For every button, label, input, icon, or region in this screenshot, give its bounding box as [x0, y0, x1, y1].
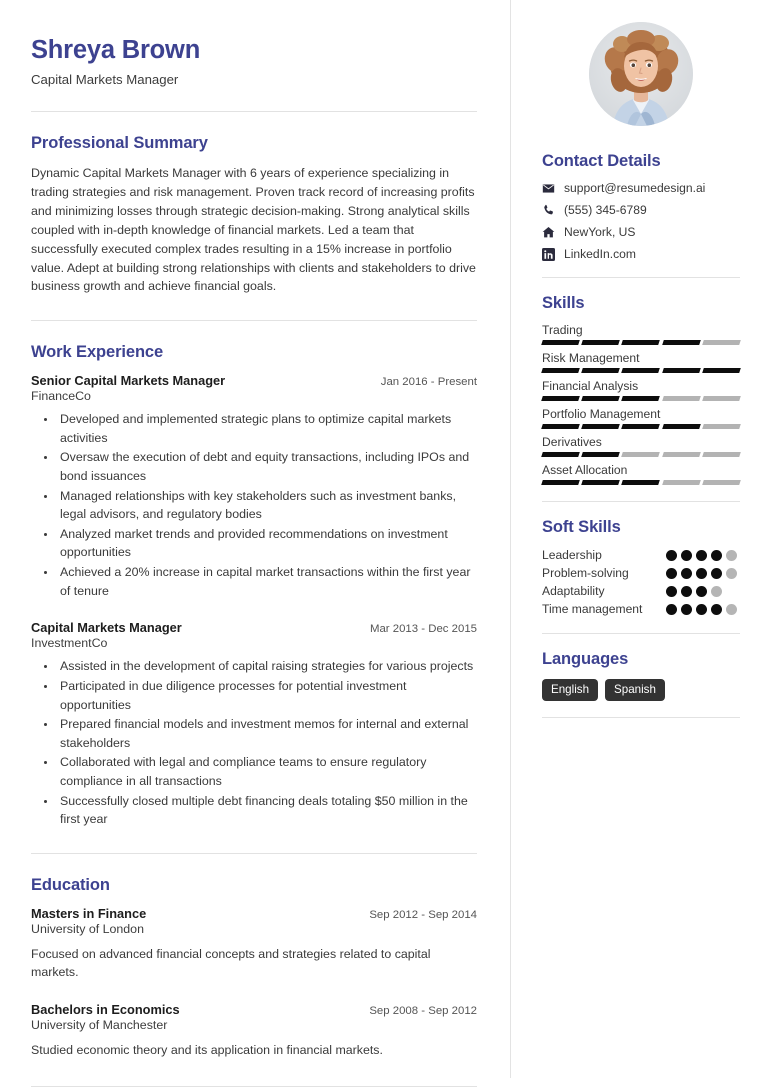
education-degree: Masters in Finance: [31, 905, 147, 921]
rating-dot: [711, 568, 722, 579]
languages-list: [542, 679, 740, 701]
skill-item: [542, 435, 740, 457]
skill-level-bar: [542, 452, 740, 457]
skill-bar-segment: [622, 480, 661, 485]
skill-item: [542, 463, 740, 485]
soft-skill-row: [542, 565, 740, 581]
rating-dot: [666, 604, 677, 615]
skill-bar-segment: [662, 340, 701, 345]
rating-dot: [696, 568, 707, 579]
contact-value: support@resumedesign.ai: [564, 181, 706, 195]
linkedin-icon: [542, 248, 559, 261]
soft-skill-name: Time management: [542, 602, 643, 617]
work-entry-role: Capital Markets Manager: [31, 620, 182, 636]
section-title-soft-skills: Soft Skills: [542, 518, 621, 536]
skills-divider: [542, 501, 740, 502]
education-entry-header: [31, 1002, 477, 1017]
skill-bar-segment: [702, 452, 741, 457]
entry-spacer: [31, 986, 477, 1002]
education-divider: [31, 1086, 477, 1087]
work-divider: [31, 853, 477, 854]
skill-bar-segment: [622, 452, 661, 457]
skill-bar-segment: [662, 480, 701, 485]
work-bullet-item: • Managed relationships with key stakeholders such as investment banks, legal advisors, and regulatory bodies: [57, 487, 477, 524]
skill-level-bar: [542, 368, 740, 373]
work-bullet-item: • Developed and implemented strategic plans to optimize capital markets activities: [57, 410, 477, 447]
skill-item: [542, 323, 740, 345]
contact-row[interactable]: [542, 225, 740, 239]
education-date: Sep 2008 - Sep 2012: [369, 1005, 477, 1018]
section-title-work: Work Experience: [31, 343, 164, 362]
rating-dot: [666, 550, 677, 561]
education-school: University of London: [31, 921, 144, 936]
rating-dot: [726, 604, 737, 615]
section-title-languages: Languages: [542, 650, 629, 669]
rating-dot: [666, 568, 677, 579]
skill-bar-segment: [581, 452, 620, 457]
rating-dot: [696, 604, 707, 615]
work-bullet-item: • Collaborated with legal and compliance teams to ensure regulatory compliance in all transactions: [57, 753, 477, 790]
skill-bar-segment: [581, 424, 620, 429]
work-entry-role: Senior Capital Markets Manager: [31, 373, 226, 389]
soft-skill-row: [542, 601, 740, 617]
section-soft-skills: [542, 518, 740, 617]
candidate-name: Shreya Brown: [31, 36, 201, 64]
contact-row[interactable]: [542, 247, 740, 261]
section-professional-summary: [31, 134, 477, 296]
header-block: [31, 36, 477, 87]
rating-dot: [726, 568, 737, 579]
work-entry-date: Mar 2013 - Dec 2015: [369, 623, 477, 636]
education-entry: [31, 906, 477, 982]
skill-bar-segment: [662, 452, 701, 457]
skill-bar-segment: [702, 396, 741, 401]
avatar: [589, 22, 693, 126]
skill-name: Asset Allocation: [542, 463, 628, 477]
home-icon: [542, 226, 559, 239]
soft-skill-name: Problem-solving: [542, 566, 629, 581]
section-title-education: Education: [31, 875, 110, 894]
work-bullet-item: • Assisted in the development of capital raising strategies for various projects: [57, 657, 477, 676]
soft-skills-list: [542, 547, 740, 617]
candidate-job-title: Capital Markets Manager: [31, 72, 179, 88]
contact-divider: [542, 277, 740, 278]
work-experience-entry: [31, 373, 477, 600]
education-date: Sep 2012 - Sep 2014: [369, 908, 477, 921]
rating-dot: [726, 550, 737, 561]
skill-bar-segment: [702, 368, 741, 373]
skill-name: Financial Analysis: [542, 379, 639, 393]
soft-skill-rating-dots: [666, 565, 740, 579]
skill-bar-segment: [541, 368, 580, 373]
phone-icon: [542, 204, 559, 217]
work-entry-company: InvestmentCo: [31, 636, 108, 651]
rating-dot: [666, 586, 677, 597]
language-chip: Spanish: [605, 679, 665, 701]
soft-skill-row: [542, 547, 740, 563]
skill-bar-segment: [622, 340, 661, 345]
languages-divider: [542, 717, 740, 718]
education-description: Focused on advanced financial concepts and strategies related to capital markets.: [31, 946, 431, 980]
work-entry-company: FinanceCo: [31, 389, 91, 404]
skill-bar-segment: [541, 424, 580, 429]
skills-list: [542, 323, 740, 485]
skill-bar-segment: [541, 340, 580, 345]
education-degree: Bachelors in Economics: [31, 1002, 180, 1018]
language-chip: English: [542, 679, 598, 701]
sidebar-column: [510, 0, 768, 1078]
soft-skill-rating-dots: [666, 601, 740, 615]
skill-bar-segment: [581, 340, 620, 345]
skill-bar-segment: [622, 424, 661, 429]
rating-dot: [681, 568, 692, 579]
soft-skill-rating-dots: [666, 583, 740, 597]
skill-bar-segment: [541, 396, 580, 401]
skill-level-bar: [542, 480, 740, 485]
education-entry-header: [31, 906, 477, 921]
rating-dot: [681, 604, 692, 615]
skill-bar-segment: [662, 396, 701, 401]
section-work-experience: [31, 343, 477, 829]
skill-bar-segment: [662, 368, 701, 373]
rating-dot: [711, 550, 722, 561]
skill-name: Derivatives: [542, 435, 602, 449]
contact-list: [542, 181, 740, 261]
column-divider: [510, 0, 511, 1078]
skill-bar-segment: [581, 368, 620, 373]
portrait-photo: [589, 22, 693, 126]
skill-level-bar: [542, 424, 740, 429]
skill-bar-segment: [622, 396, 661, 401]
soft-skill-row: [542, 583, 740, 599]
section-title-contact: Contact Details: [542, 152, 661, 170]
soft-skill-name: Adaptability: [542, 584, 605, 599]
skill-level-bar: [542, 340, 740, 345]
avatar-wrapper: [542, 22, 740, 126]
rating-dot: [696, 586, 707, 597]
soft-skill-name: Leadership: [542, 548, 602, 562]
skill-name: Portfolio Management: [542, 407, 661, 421]
education-entry: [31, 1002, 477, 1060]
contact-row[interactable]: [542, 203, 740, 217]
section-contact-details: [542, 152, 740, 261]
section-title-summary: Professional Summary: [31, 134, 208, 153]
work-bullet-item: • Participated in due diligence processes for potential investment opportunities: [57, 677, 477, 714]
summary-text: Dynamic Capital Markets Manager with 6 years of experience specializing in trading strategies and risk management. Proven track record of increasing profits and minimizing losses through strategic decision-making. Strong analytical skills coupled with in-depth knowledge of financial markets. Led a team that successfully executed complex trades resulting in a 15% increase in portfolio value. Adept at building strong relationships with clients and stakeholders to drive business growth and achieve financial goals.: [31, 166, 476, 294]
skill-bar-segment: [702, 424, 741, 429]
skill-bar-segment: [541, 480, 580, 485]
skill-bar-segment: [541, 452, 580, 457]
work-entry-header: [31, 373, 477, 388]
rating-dot: [681, 586, 692, 597]
section-title-skills: Skills: [542, 294, 585, 312]
work-bullet-item: • Successfully closed multiple debt financing deals totaling $50 million in the first year: [57, 792, 477, 829]
header-divider: [31, 111, 477, 112]
skill-item: [542, 407, 740, 429]
rating-dot: [711, 586, 722, 597]
work-entry-bullets: [31, 410, 477, 600]
section-education: [31, 876, 477, 1060]
section-languages: [542, 650, 740, 701]
rating-dot: [711, 604, 722, 615]
work-bullet-item: • Oversaw the execution of debt and equity transactions, including IPOs and bond issuances: [57, 448, 477, 485]
envelope-icon: [542, 182, 559, 195]
work-bullet-item: • Prepared financial models and investment memos for internal and external stakeholders: [57, 715, 477, 752]
skill-item: [542, 379, 740, 401]
skill-bar-segment: [702, 480, 741, 485]
work-entry-header: [31, 620, 477, 635]
skill-name: Risk Management: [542, 351, 640, 365]
soft-skills-divider: [542, 633, 740, 634]
work-entry-bullets: [31, 657, 477, 828]
education-list: [31, 906, 477, 1060]
entry-spacer: [31, 604, 477, 620]
skill-bar-segment: [622, 368, 661, 373]
skill-bar-segment: [702, 340, 741, 345]
work-experience-entry: [31, 620, 477, 828]
skill-bar-segment: [581, 396, 620, 401]
skill-bar-segment: [662, 424, 701, 429]
work-bullet-item: • Achieved a 20% increase in capital market transactions within the first year of tenure: [57, 563, 477, 600]
soft-skill-rating-dots: [666, 547, 740, 561]
education-school: University of Manchester: [31, 1018, 168, 1033]
work-experience-list: [31, 373, 477, 829]
work-entry-date: Jan 2016 - Present: [380, 376, 477, 389]
skill-item: [542, 351, 740, 373]
rating-dot: [696, 550, 707, 561]
work-bullet-item: • Analyzed market trends and provided recommendations on investment opportunities: [57, 525, 477, 562]
section-skills: [542, 294, 740, 485]
summary-divider: [31, 320, 477, 321]
contact-value: NewYork, US: [564, 225, 636, 239]
education-description: Studied economic theory and its application in financial markets.: [31, 1043, 383, 1058]
skill-name: Trading: [542, 323, 583, 337]
skill-bar-segment: [581, 480, 620, 485]
contact-value: (555) 345-6789: [564, 203, 647, 217]
contact-value: LinkedIn.com: [564, 247, 636, 261]
rating-dot: [681, 550, 692, 561]
contact-row[interactable]: [542, 181, 740, 195]
skill-level-bar: [542, 396, 740, 401]
